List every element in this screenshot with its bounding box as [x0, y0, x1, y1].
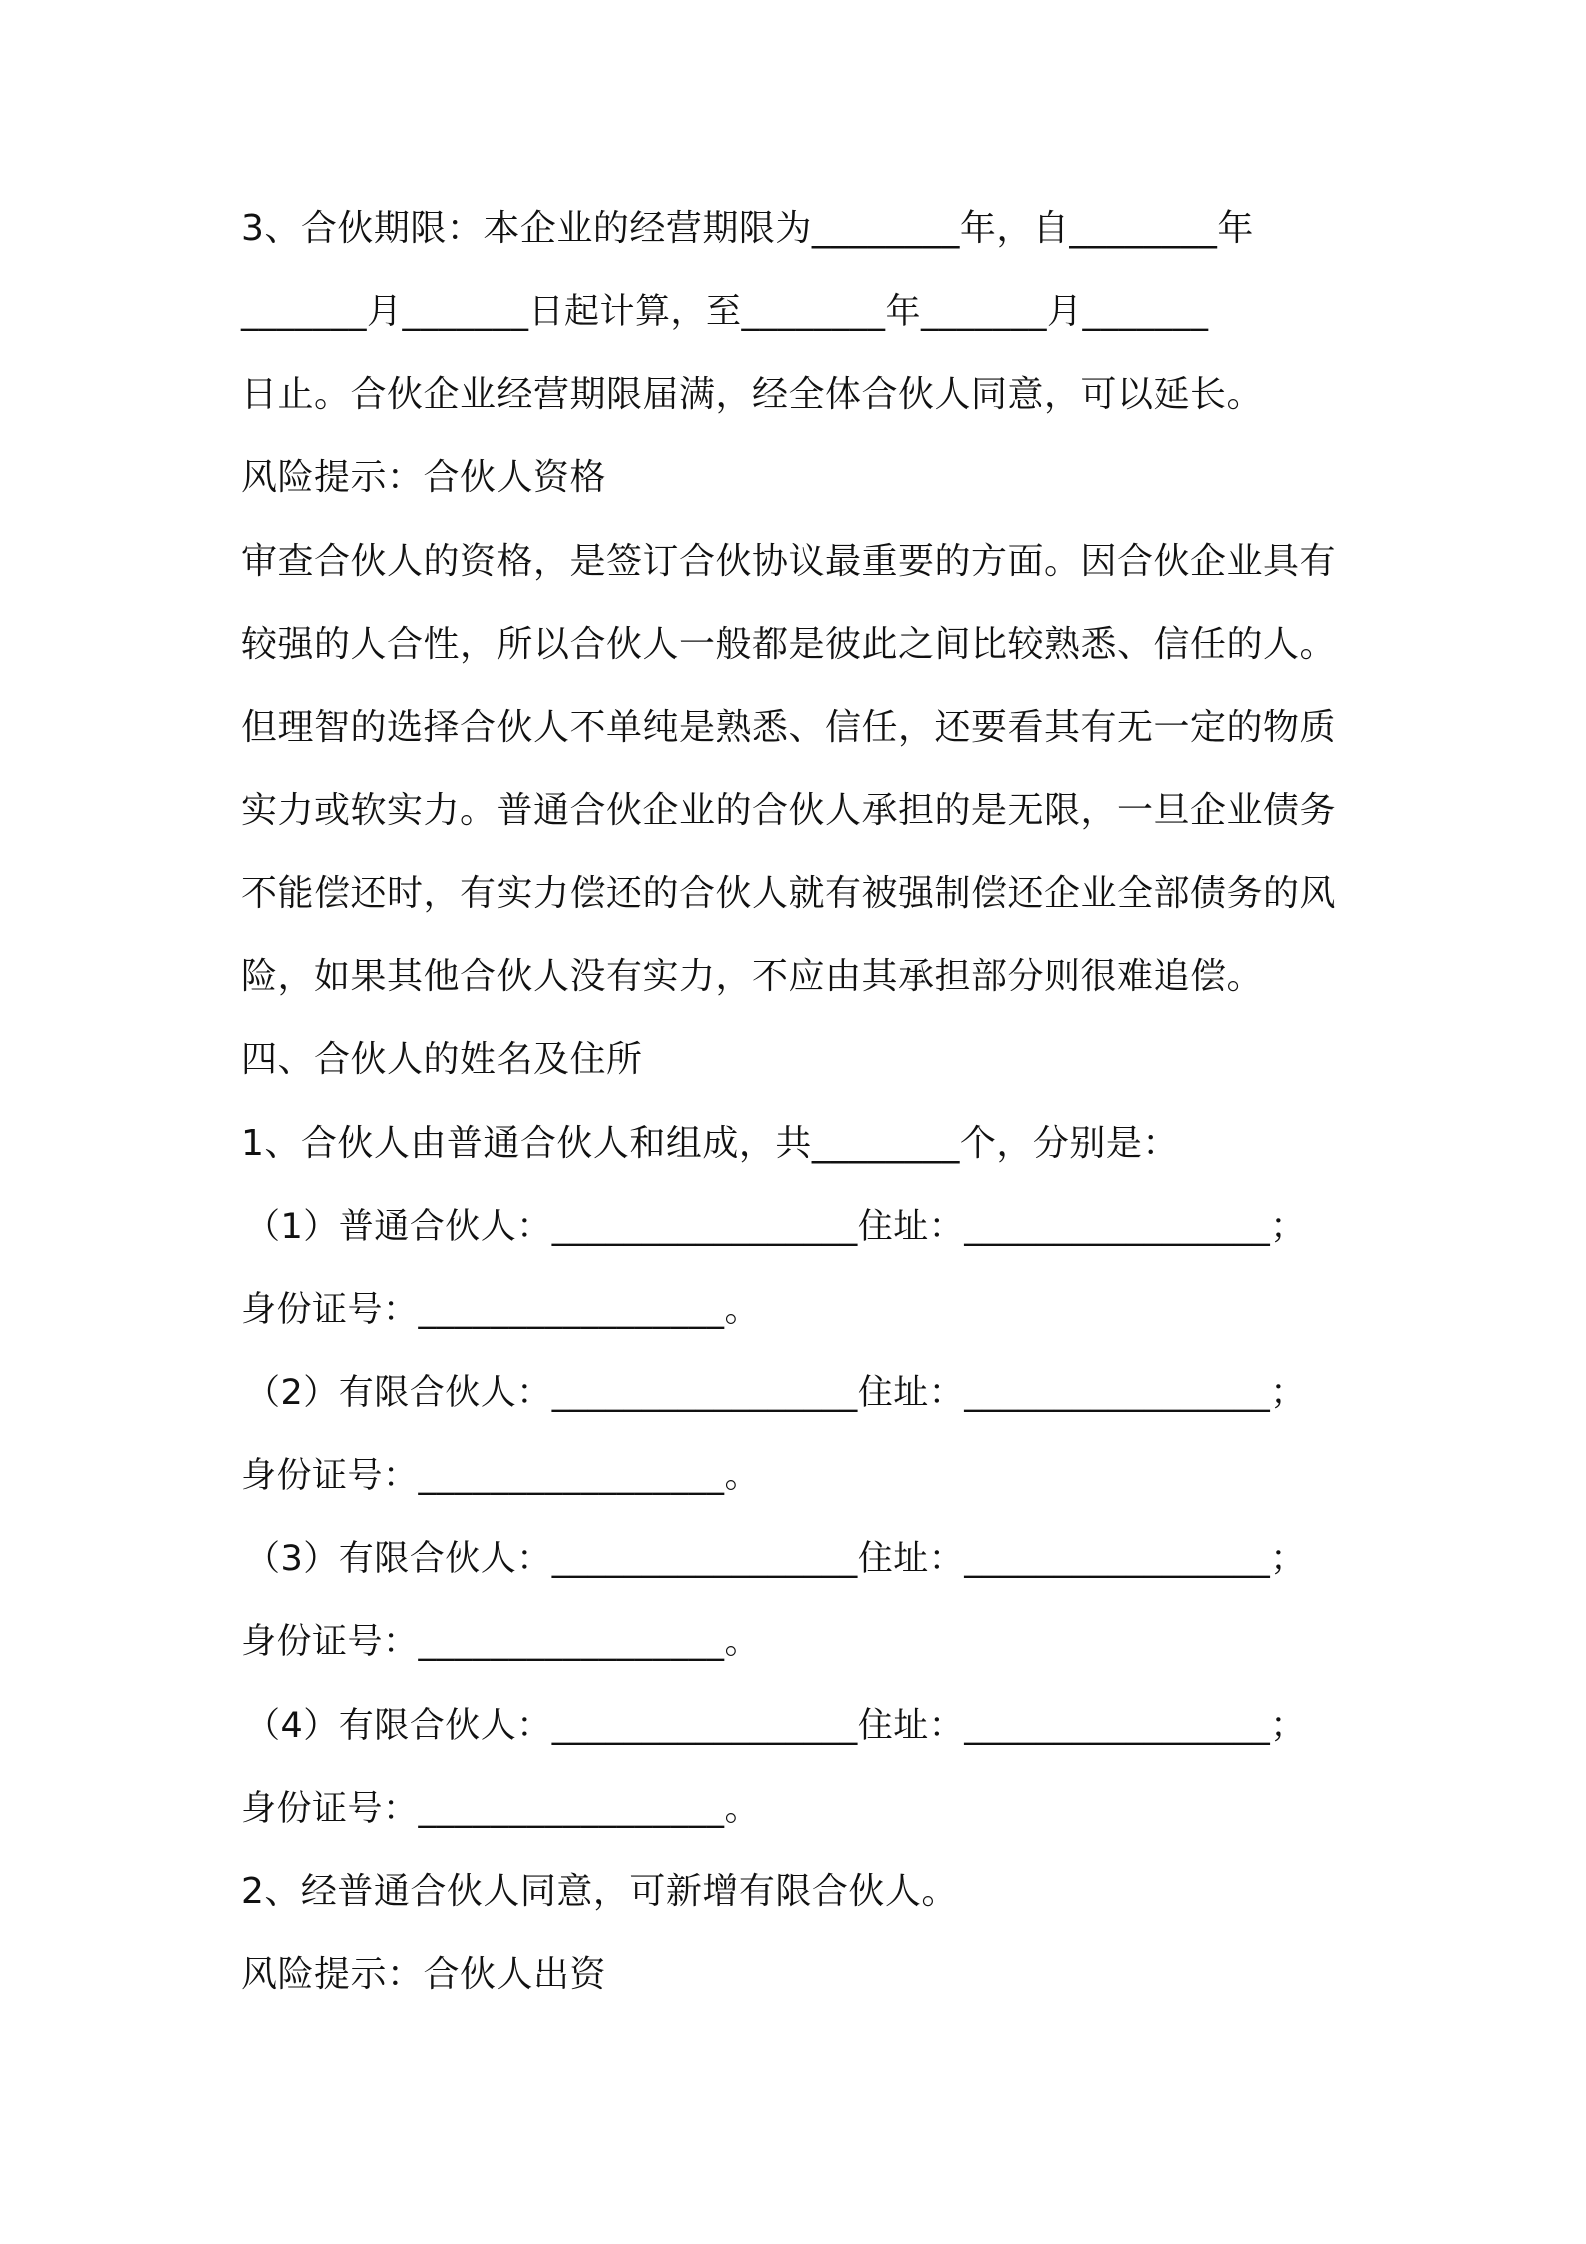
- paragraph-line-1: 审查合伙人的资格，是签订合伙协议最重要的方面。因合伙企业具有: [241, 541, 1337, 582]
- partner-4-id-line: 身份证号：_________________。: [241, 1789, 761, 1829]
- partner-2-id-line: 身份证号：_________________。: [241, 1456, 761, 1496]
- paragraph-line-2: 较强的人合性，所以合伙人一般都是彼此之间比较熟悉、信任的人。: [241, 624, 1337, 665]
- partner-3-id-line: 身份证号：_________________。: [241, 1622, 761, 1662]
- text-line-partner-composition: 1、合伙人由普通合伙人和组成，共________个，分别是：: [241, 1123, 1179, 1164]
- paragraph-line-3: 但理智的选择合伙人不单纯是熟悉、信任，还要看其有无一定的物质: [241, 707, 1337, 748]
- text-line-term-dates: _______月_______日起计算，至________年_______月_______: [241, 292, 1209, 332]
- section-heading-partners: 四、合伙人的姓名及住所: [241, 1039, 643, 1080]
- text-line-term: 3、合伙期限：本企业的经营期限为________年，自________年: [241, 208, 1254, 249]
- partner-4-line: （4）有限合伙人：_________________住址：_________________；: [245, 1706, 1306, 1746]
- partner-1-id-line: 身份证号：_________________。: [241, 1290, 761, 1330]
- risk-heading-qualification: 风险提示：合伙人资格: [241, 457, 607, 498]
- text-line-new-partner: 2、经普通合伙人同意，可新增有限合伙人。: [241, 1871, 958, 1912]
- risk-heading-contribution: 风险提示：合伙人出资: [241, 1954, 607, 1995]
- paragraph-line-6: 险，如果其他合伙人没有实力，不应由其承担部分则很难追偿。: [241, 956, 1264, 997]
- paragraph-line-5: 不能偿还时，有实力偿还的合伙人就有被强制偿还企业全部债务的风: [241, 873, 1337, 914]
- partner-2-line: （2）有限合伙人：_________________住址：_________________；: [245, 1373, 1306, 1413]
- paragraph-line-4: 实力或软实力。普通合伙企业的合伙人承担的是无限，一旦企业债务: [241, 790, 1337, 831]
- text-line-term-end: 日止。合伙企业经营期限届满，经全体合伙人同意，可以延长。: [241, 374, 1264, 415]
- partner-1-line: （1）普通合伙人：_________________住址：_________________；: [245, 1207, 1306, 1247]
- partner-3-line: （3）有限合伙人：_________________住址：_________________；: [245, 1539, 1306, 1579]
